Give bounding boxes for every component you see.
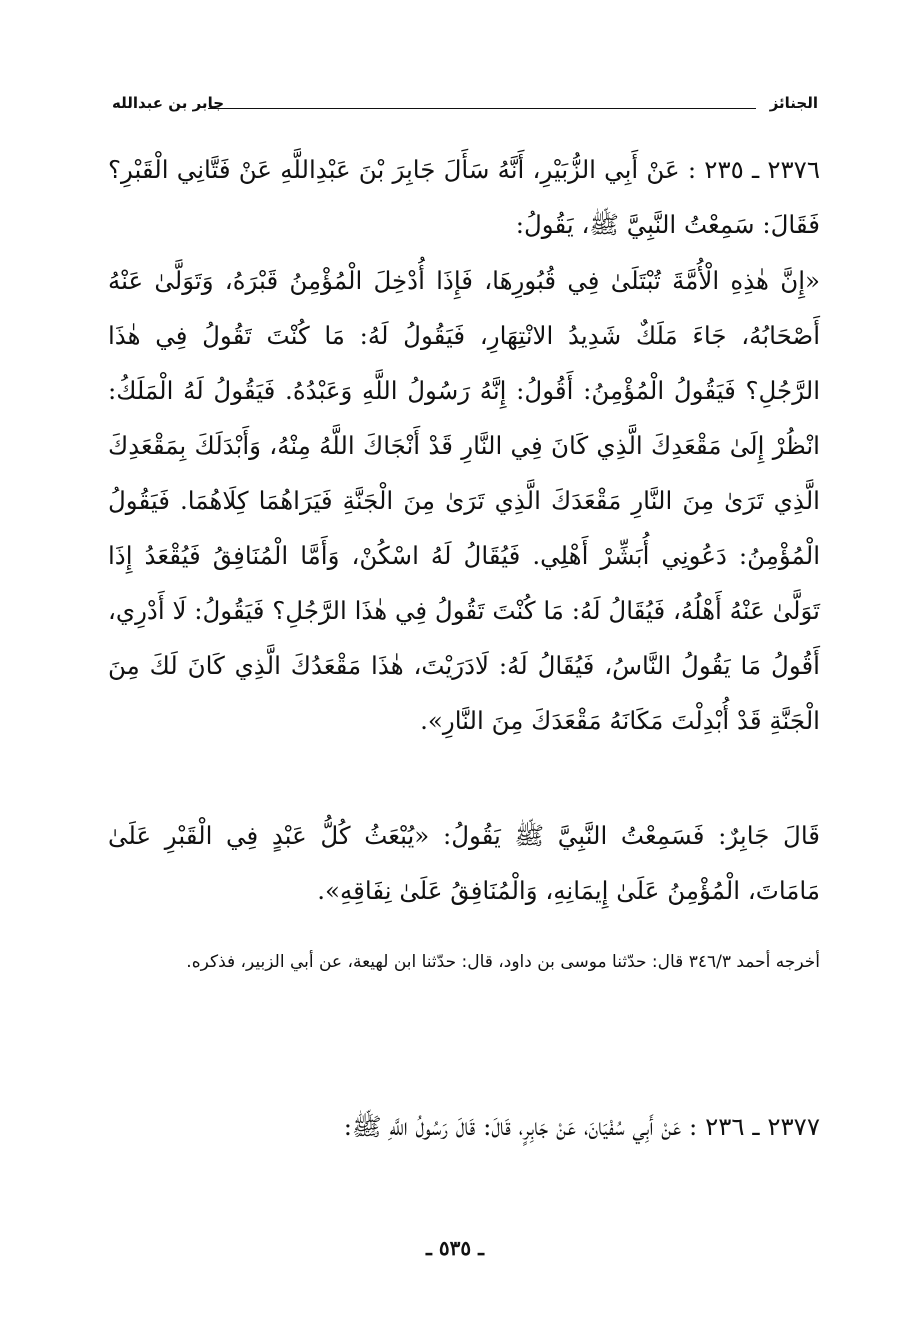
hadith-2376-source-note: أخرجه أحمد ٣٤٦/٣ قال: حدّثنا موسى بن داود، قال: حدّثنا ابن لهيعة، عن أبي الزبير، فذكره. xyxy=(186,952,820,972)
page-number: ـ ٥٣٥ ـ xyxy=(426,1236,484,1260)
hadith-2376-isnad: ٢٣٧٦ ـ ٢٣٥ : عَنْ أَبِي الزُّبَيْرِ، أَنَّهُ سَأَلَ جَابِرَ بْنَ عَبْدِاللَّهِ عَنْ فَتَّانِي الْقَبْرِ؟ فَقَالَ: سَمِعْتُ النَّبِيَّ ﷺ، يَقُولُ: xyxy=(108,155,820,239)
hadith-2377-isnad: ٢٣٧٧ ـ ٢٣٦ : عَنْ أَبِي سُفْيَانَ، عَنْ جَابِرٍ، قَالَ: قَالَ رَسُولُ اللَّهِ ﷺ: xyxy=(343,1112,820,1141)
hadith-2376-matn: «إِنَّ هٰذِهِ الْأُمَّةَ تُبْتَلَىٰ فِي قُبُورِهَا، فَإِذَا أُدْخِلَ الْمُؤْمِنُ قَبْرَهُ، وَتَوَلَّىٰ عَنْهُ أَصْحَابُهُ، جَاءَ مَلَكٌ شَدِيدُ الانْتِهَارِ، فَيَقُولُ لَهُ: مَا كُنْتَ تَقُولُ فِي هٰذَا الرَّجُلِ؟ فَيَقُولُ الْمُؤْمِنُ: أَقُولُ: إِنَّهُ رَسُولُ اللَّهِ وَعَبْدُهُ. فَيَقُولُ لَهُ الْمَلَكُ: انْظُرْ إِلَىٰ مَقْعَدِكَ الَّذِي كَانَ فِي النَّارِ قَدْ أَنْجَاكَ اللَّهُ مِنْهُ، وَأَبْدَلَكَ بِمَقْعَدِكَ الَّذِي تَرَىٰ مِنَ النَّارِ مَقْعَدَكَ الَّذِي تَرَىٰ مِنَ الْجَنَّةِ فَيَرَاهُمَا كِلَاهُمَا. فَيَقُولُ الْمُؤْمِنُ: دَعُونِي أُبَشِّرْ أَهْلِي. فَيُقَالُ لَهُ اسْكُنْ، وَأَمَّا الْمُنَافِقُ فَيُقْعَدُ إِذَا تَوَلَّىٰ عَنْهُ أَهْلُهُ، فَيُقَالُ لَهُ: مَا كُنْتَ تَقُولُ فِي هٰذَا الرَّجُلِ؟ فَيَقُولُ: لَا أَدْرِي، أَقُولُ مَا يَقُولُ النَّاسُ، فَيُقَالُ لَهُ: لَادَرَيْتَ، هٰذَا مَقْعَدُكَ الَّذِي كَانَ لَكَ مِنَ الْجَنَّةِ قَدْ أُبْدِلْتَ مَكَانَهُ مَقْعَدَكَ مِنَ النَّارِ». xyxy=(108,266,820,735)
hadith-2376-addendum: قَالَ جَابِرٌ: فَسَمِعْتُ النَّبِيَّ ﷺ يَقُولُ: «يُبْعَثُ كُلُّ عَبْدٍ فِي الْقَبْرِ عَلَىٰ مَامَاتَ، الْمُؤْمِنُ عَلَىٰ إِيمَانِهِ، وَالْمُنَافِقُ عَلَىٰ نِفَاقِهِ». xyxy=(108,821,820,905)
chapter-title: الجنائز xyxy=(769,94,818,112)
narrator-name: جابر بن عبدالله xyxy=(112,94,225,112)
header-rule xyxy=(208,108,756,109)
running-header xyxy=(112,94,818,122)
